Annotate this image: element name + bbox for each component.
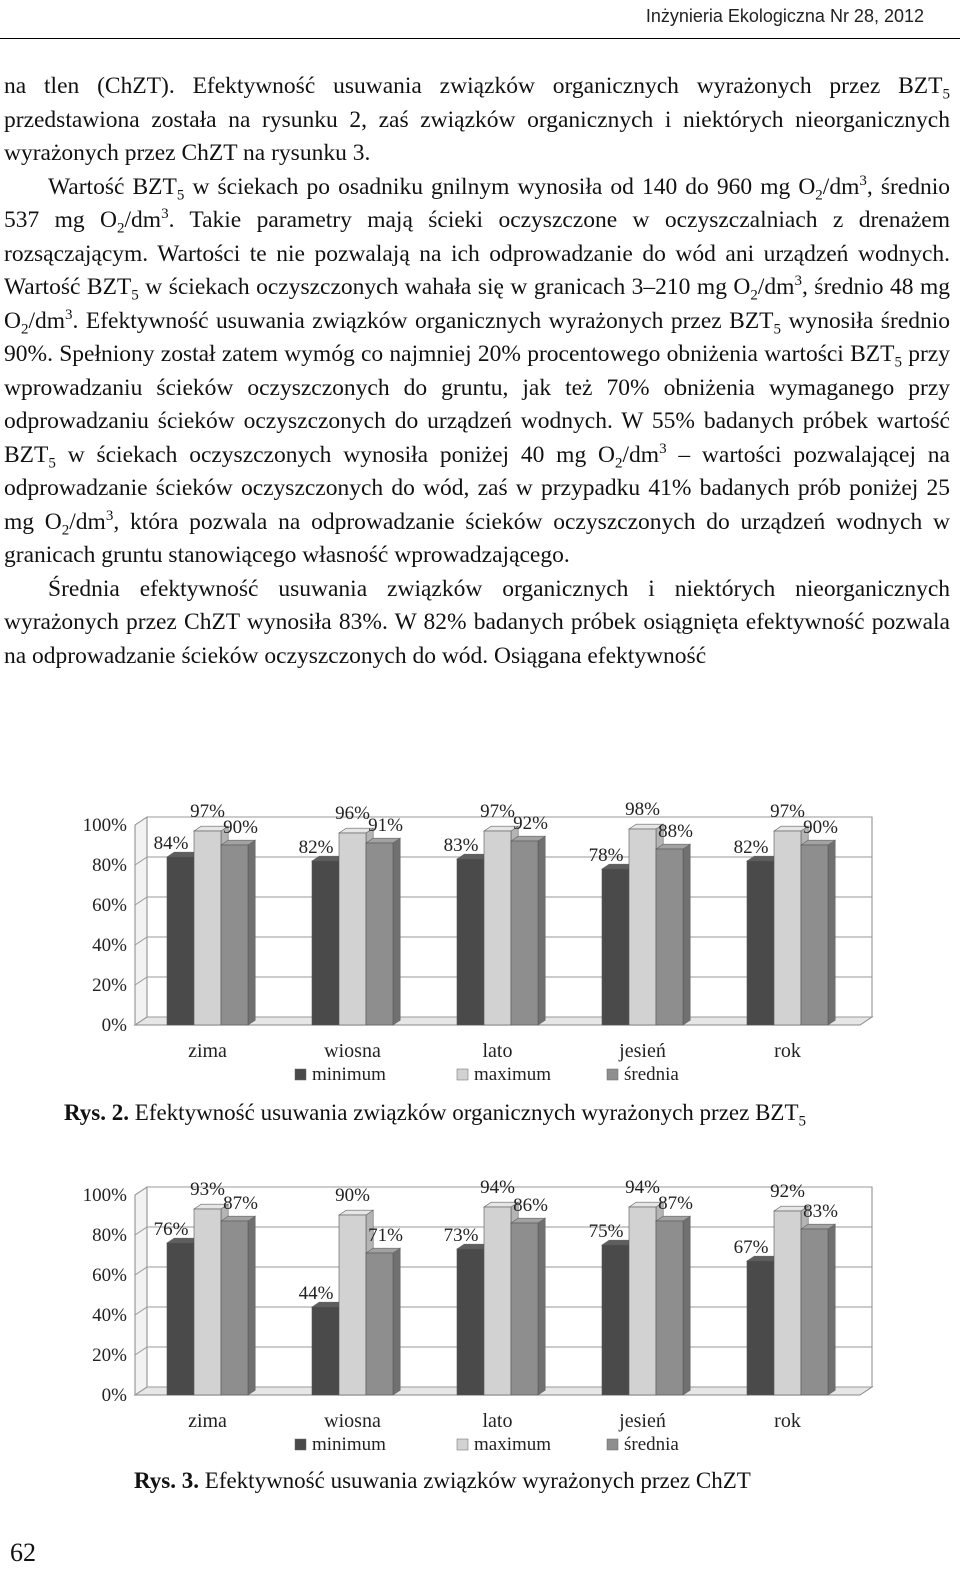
text-run: /dm [622, 441, 660, 468]
figure-3-caption [134, 1468, 751, 1494]
bar [602, 869, 629, 1025]
bar-side [393, 1248, 400, 1395]
body-text [4, 70, 950, 673]
text-run: w ściekach oczyszczonych wahała się w granicach 3–210 mg O [138, 274, 751, 300]
text-run: 3 [859, 172, 867, 189]
x-tick-label: zima [188, 1040, 227, 1062]
text-run: 5 [773, 321, 782, 338]
legend-swatch [457, 1069, 468, 1080]
bar [366, 1253, 393, 1395]
bar [167, 857, 194, 1025]
bar-side [248, 840, 255, 1025]
text-run: w ściekach po osadniku gnilnym wynosiła od 140 do 960 mg O [184, 173, 816, 200]
legend-label: maximum [474, 1434, 552, 1455]
text-run: 2 [815, 187, 823, 204]
paragraph [4, 70, 950, 171]
text-run: 3 [105, 507, 114, 524]
bar [312, 1307, 339, 1395]
text-run: /dm [124, 207, 162, 233]
bar [629, 829, 656, 1025]
bar [656, 1221, 683, 1395]
figure-3-chart [40, 1170, 920, 1465]
bar [366, 843, 393, 1025]
bar-side [828, 1224, 835, 1395]
data-label: 86% [513, 1195, 548, 1216]
text-run: , która pozwala na odprowadzanie ścieków oczyszczonych do urządzeń wodnych w granicach gruntu stanowiącego własność wprowadzającego. [4, 508, 950, 568]
paragraph [4, 171, 950, 573]
text-run: na tlen (ChZT). Efektywność usuwania związków organicznych wyrażonych przez BZT [4, 73, 943, 99]
data-label: 87% [223, 1193, 258, 1214]
bar [194, 831, 221, 1025]
x-tick-label: jesień [619, 1040, 666, 1062]
bar [312, 861, 339, 1025]
legend-swatch [457, 1439, 468, 1450]
bar-side [683, 1216, 690, 1395]
header-rule [0, 38, 960, 39]
text-run: /dm [28, 307, 66, 334]
legend-swatch [295, 1069, 306, 1080]
text-run: 3 [65, 306, 73, 323]
bar-side [393, 838, 400, 1025]
data-label: 75% [588, 1221, 624, 1242]
y-tick-label: 20% [92, 1345, 127, 1366]
bar [801, 845, 828, 1025]
x-tick-label: zima [188, 1410, 227, 1432]
data-label: 44% [298, 1283, 334, 1304]
text-run: 3 [659, 440, 667, 457]
bar [602, 1245, 629, 1395]
data-label: 83% [803, 1201, 838, 1222]
text-run: 2 [750, 287, 758, 304]
data-label: 98% [625, 800, 660, 820]
bar [747, 861, 774, 1025]
legend-label: minimum [312, 1434, 386, 1455]
data-label: 67% [733, 1237, 769, 1258]
data-label: 90% [223, 817, 258, 838]
journal-header: Inżynieria Ekologiczna Nr 28, 2012 [645, 6, 924, 26]
y-tick-label: 40% [92, 1305, 127, 1326]
data-label: 73% [443, 1225, 479, 1246]
y-tick-label: 80% [92, 855, 127, 876]
data-label: 97% [480, 801, 515, 822]
y-tick-label: 0% [101, 1385, 127, 1406]
bar [339, 833, 366, 1025]
y-tick-label: 100% [82, 815, 127, 836]
y-tick-label: 80% [92, 1225, 127, 1246]
text-run: 2 [117, 220, 125, 237]
text-run: w ściekach oczyszczonych wynosiła poniżej 40 mg O [55, 441, 615, 468]
text-run: /dm [69, 508, 106, 535]
data-label: 92% [770, 1181, 805, 1202]
x-tick-label: lato [482, 1410, 513, 1432]
figure-2-caption-text: Efektywność usuwania związków organicznych wyrażonych przez BZT [129, 1100, 799, 1125]
legend-swatch [295, 1439, 306, 1450]
text-run: . Efektywność usuwania związków organicznych wyrażonych przez BZT [72, 307, 774, 334]
data-label: 92% [513, 813, 548, 834]
text-run: 5 [942, 86, 950, 103]
data-label: 71% [368, 1225, 403, 1246]
chart-side-wall [135, 1187, 147, 1395]
data-label: 94% [480, 1177, 515, 1198]
figure-3-caption-text: Efektywność usuwania związków wyrażonych przez ChZT [199, 1468, 751, 1493]
text-run: , średnio 537 mg O [4, 173, 950, 233]
figure-2-caption-sub: 5 [798, 1113, 807, 1130]
data-label: 91% [368, 815, 403, 836]
text-run: – wartości pozwalającej na odprowadzanie ścieków oczyszczonych do wód, zaś w przypadku 41% badanych prób poniżej 25 mg O [4, 441, 950, 535]
figure-2-caption [64, 1100, 807, 1130]
paragraph [4, 573, 950, 674]
bar [511, 1223, 538, 1395]
text-run: 2 [615, 455, 623, 472]
y-tick-label: 100% [82, 1185, 127, 1206]
bar [629, 1207, 656, 1395]
bar-side [683, 844, 690, 1025]
bar [194, 1209, 221, 1395]
text-run: 3 [161, 206, 169, 223]
data-label: 88% [658, 821, 693, 842]
text-run: 5 [131, 287, 139, 304]
data-label: 76% [153, 1219, 189, 1240]
x-tick-label: rok [774, 1040, 801, 1062]
data-label: 90% [803, 817, 838, 838]
y-tick-label: 0% [101, 1015, 127, 1036]
text-run: 5 [48, 455, 56, 472]
text-run: przy wprowadzaniu ścieków oczyszczonych do gruntu, jak też 70% obniżenia wymaganego przy odprowadzaniu ścieków oczyszczonych do urządzeń wodnych. W 55% badanych próbek wartość BZT [4, 341, 950, 468]
legend-swatch [607, 1439, 618, 1450]
x-tick-label: lato [482, 1040, 513, 1062]
bar [747, 1261, 774, 1395]
bar [774, 1211, 801, 1395]
bar [511, 841, 538, 1025]
data-label: 96% [335, 803, 370, 824]
data-label: 82% [298, 837, 334, 858]
data-label: 78% [588, 845, 624, 866]
text-run: 5 [176, 187, 185, 204]
bar [774, 831, 801, 1025]
bar-side [538, 1218, 545, 1395]
bar [484, 831, 511, 1025]
text-run: /dm [757, 274, 795, 300]
bar [656, 849, 683, 1025]
data-label: 82% [733, 837, 769, 858]
text-run: Średnia efektywność usuwania związków organicznych i niektórych nieorganicznych wyrażonych przez ChZT wynosiła 83%. W 82% badanych próbek osiągnięta efektywność pozwala na odprowadzanie ścieków oczyszczonych do wód. Osiągana efektywność [4, 575, 950, 669]
text-run: , średnio 48 mg O [4, 274, 950, 334]
text-run: 3 [794, 273, 802, 290]
text-run: 5 [894, 354, 902, 371]
figure-2-label: Rys. 2. [64, 1100, 130, 1125]
data-label: 97% [190, 801, 225, 822]
data-label: 90% [335, 1185, 370, 1206]
bar [457, 1249, 484, 1395]
y-tick-label: 20% [92, 975, 127, 996]
data-label: 93% [190, 1179, 225, 1200]
bar [221, 1221, 248, 1395]
x-tick-label: jesień [619, 1410, 666, 1432]
text-run: przedstawiona została na rysunku 2, zaś związków organicznych i niektórych nieorganicznych wyrażonych przez ChZT na rysunku 3. [4, 106, 950, 166]
legend-swatch [607, 1069, 618, 1080]
data-label: 83% [443, 835, 479, 856]
text-run: 2 [61, 522, 70, 539]
text-run: /dm [822, 173, 860, 200]
bar [801, 1229, 828, 1395]
text-run: 2 [20, 321, 29, 338]
x-tick-label: wiosna [324, 1040, 381, 1062]
data-label: 84% [153, 833, 189, 854]
chart-side-wall [135, 817, 147, 1025]
bar-side [248, 1216, 255, 1395]
legend-label: maximum [474, 1064, 552, 1085]
text-run: wynosiła średnio 90%. Spełniony został zatem wymóg co najmniej 20% procentowego obniżenia wartości BZT [4, 307, 950, 367]
page-number: 62 [10, 1538, 36, 1567]
figure-3-label: Rys. 3. [134, 1468, 200, 1493]
text-run: . Takie parametry mają ścieki oczyszczone w oczyszczalniach z drenażem rozsączającym. Wartości te nie pozwalają na ich odprowadzanie do wód ani urządzeń wodnych. Wartość BZT [4, 207, 951, 300]
x-tick-label: rok [774, 1410, 801, 1432]
bar [484, 1207, 511, 1395]
bar [457, 859, 484, 1025]
data-label: 97% [770, 801, 805, 822]
bar [221, 845, 248, 1025]
bar [167, 1243, 194, 1395]
data-label: 87% [658, 1193, 693, 1214]
y-tick-label: 40% [92, 935, 127, 956]
legend-label: minimum [312, 1064, 386, 1085]
y-tick-label: 60% [92, 895, 127, 916]
legend-label: średnia [624, 1064, 679, 1085]
text-run: Wartość BZT [48, 173, 177, 200]
y-tick-label: 60% [92, 1265, 127, 1286]
legend-label: średnia [624, 1434, 679, 1455]
bar [339, 1215, 366, 1395]
x-tick-label: wiosna [324, 1410, 381, 1432]
data-label: 94% [625, 1177, 660, 1198]
bar-side [828, 840, 835, 1025]
figure-2-chart [40, 800, 920, 1095]
bar-side [538, 836, 545, 1025]
